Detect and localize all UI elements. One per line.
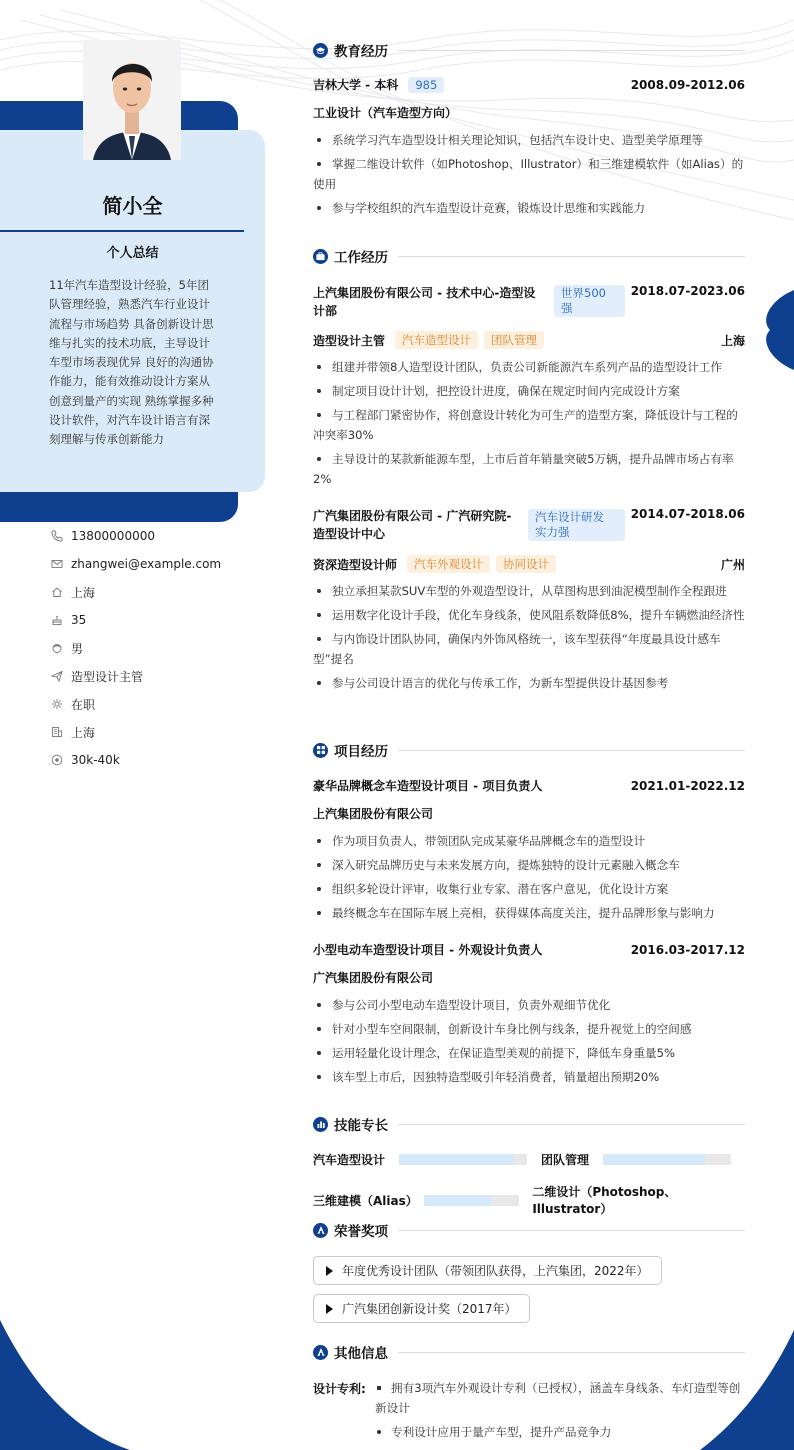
section-work <box>313 246 745 266</box>
skill-name: 团队管理 <box>541 1153 590 1167</box>
project-2-list <box>313 995 745 1091</box>
project-title: 豪华品牌概念车造型设计项目 - 项目负责人 <box>313 779 543 793</box>
list-item: 主导设计的某款新能源车型，上市后首年销量突破5万辆，提升品牌市场占有率2% <box>313 449 745 489</box>
company-line: 造型设计中心 <box>313 527 386 541</box>
work-city: 上海 <box>720 333 745 348</box>
status-icon <box>50 698 63 711</box>
list-item: 与工程部门紧密协作，将创意设计转化为可生产的造型方案，降低设计与工程的冲突率30% <box>313 405 745 445</box>
skill-name: 二维设计（Photoshop、Illustrator） <box>532 1185 677 1216</box>
project-1-company-row <box>313 805 745 822</box>
candidate-name: 简小全 <box>102 194 163 218</box>
summary-text: 11年汽车造型设计经验，5年团队管理经验，熟悉汽车行业设计流程与市场趋势 具备创新设计思维与扎实的技术功底，主导设计车型市场表现优异 良好的沟通协作能力，能有效推动设计方案从创意到量产的实现 熟练掌握多种设计软件，对汽车设计语言有深刻理解与传承创新能力 <box>49 278 214 447</box>
project-company: 广汽集团股份有限公司 <box>313 971 434 985</box>
list-item: 组建并带领8人造型设计团队，负责公司新能源汽车系列产品的造型设计工作 <box>313 357 745 377</box>
profile-photo <box>83 40 181 160</box>
list-item: 专利设计应用于量产车型，提升产品竞争力 <box>375 1422 747 1442</box>
building-icon <box>50 726 63 739</box>
cake-icon <box>50 614 63 627</box>
project-date: 2016.03-2017.12 <box>630 942 745 957</box>
work-1-list <box>313 357 745 493</box>
section-divider <box>398 1352 745 1353</box>
project-2-company-row <box>313 969 745 986</box>
tag-line: 世界500 <box>561 286 606 300</box>
left-sidebar <box>0 0 290 1450</box>
summary-heading: 个人总结 <box>106 246 159 261</box>
send-icon <box>50 670 63 683</box>
skill-bar <box>603 1154 731 1165</box>
company-line: 计部 <box>313 304 338 318</box>
education-date: 2008.09-2012.06 <box>630 77 745 92</box>
section-education <box>313 40 745 60</box>
education-list <box>313 130 745 222</box>
contact-gender <box>50 634 270 662</box>
list-item: 参与学校组织的汽车造型设计竞赛，锻炼设计思维和实践能力 <box>313 198 745 218</box>
section-projects <box>313 740 745 760</box>
graduation-cap-icon <box>313 43 328 58</box>
list-item: 参与公司小型电动车造型设计项目，负责外观细节优化 <box>313 995 745 1015</box>
project-title: 小型电动车造型设计项目 - 外观设计负责人 <box>313 943 543 957</box>
other-list <box>375 1378 747 1446</box>
skill-tag: 汽车外观设计 <box>407 555 490 573</box>
school-tag: 985 <box>408 77 444 93</box>
work-date: 2014.07-2018.06 <box>630 507 745 521</box>
contact-phone <box>50 522 270 550</box>
briefcase-icon <box>313 249 328 264</box>
section-title: 工作经历 <box>334 250 388 266</box>
tag-line: 实力强 <box>535 525 570 539</box>
divider <box>0 230 244 232</box>
project-company: 上汽集团股份有限公司 <box>313 807 434 821</box>
salary-icon <box>50 754 63 767</box>
major: 工业设计（汽车造型方向） <box>313 106 458 120</box>
company-tag <box>528 509 625 541</box>
contact-status <box>50 690 270 718</box>
award-item[interactable] <box>313 1294 530 1323</box>
contact-age <box>50 606 270 634</box>
list-item: 掌握二维设计软件（如Photoshop、Illustrator）和三维建模软件（如Alias）的使用 <box>313 154 745 194</box>
skill-row <box>313 1151 745 1168</box>
section-divider <box>398 256 745 257</box>
award-icon <box>313 1223 328 1238</box>
contact-text: 上海 <box>71 725 96 740</box>
tag-line: 强 <box>561 301 573 315</box>
list-item: 拥有3项汽车外观设计专利（已授权），涵盖车身线条、车灯造型等创新设计 <box>375 1378 747 1418</box>
contact-text: zhangwei@example.com <box>71 557 222 571</box>
skill-bar-fill <box>399 1154 514 1165</box>
skill-tag: 团队管理 <box>484 331 544 349</box>
project-1-list <box>313 831 745 927</box>
company-line: 上汽集团股份有限公司 - 技术中心-造型设 <box>313 286 536 300</box>
list-item: 运用数字化设计手段，优化车身线条，使风阻系数降低8%，提升车辆燃油经济性 <box>313 605 745 625</box>
home-icon <box>50 586 63 599</box>
contact-text: 男 <box>71 641 84 656</box>
contact-city <box>50 718 270 746</box>
job-title: 资深造型设计师 <box>313 557 398 572</box>
section-title: 项目经历 <box>334 744 388 760</box>
award-item[interactable] <box>313 1256 662 1285</box>
work-1-header <box>313 284 745 320</box>
section-divider <box>398 50 745 51</box>
contact-text: 在职 <box>71 697 96 712</box>
skill-tag: 协同设计 <box>496 555 556 573</box>
contact-text: 35 <box>71 613 87 627</box>
work-date: 2018.07-2023.06 <box>630 284 745 298</box>
skill-name: 三维建模（Alias） <box>313 1193 418 1208</box>
list-item: 最终概念车在国际车展上亮相，获得媒体高度关注，提升品牌形象与影响力 <box>313 903 745 923</box>
work-1-role-row <box>313 331 745 349</box>
section-title: 技能专长 <box>334 1118 388 1134</box>
list-item: 针对小型车空间限制，创新设计车身比例与线条，提升视觉上的空间感 <box>313 1019 745 1039</box>
school-name: 吉林大学 - 本科 <box>313 78 399 92</box>
skill-name: 汽车造型设计 <box>313 1153 386 1167</box>
work-2-list <box>313 581 745 697</box>
contact-salary <box>50 746 270 774</box>
award-text: 广汽集团创新设计奖（2017年） <box>342 1302 517 1316</box>
list-item: 参与公司设计语言的优化与传承工作，为新车型提供设计基因参考 <box>313 673 745 693</box>
skill-row <box>313 1183 745 1217</box>
contact-text: 13800000000 <box>71 529 155 543</box>
contact-text: 造型设计主管 <box>71 669 144 684</box>
skill-bar-fill <box>603 1154 705 1165</box>
company-line: 广汽集团股份有限公司 - 广汽研究院- <box>313 509 512 523</box>
list-item: 深入研究品牌历史与未来发展方向，提炼独特的设计元素融入概念车 <box>313 855 745 875</box>
section-other <box>313 1342 745 1362</box>
gender-icon <box>50 642 63 655</box>
other-label: 设计专利: <box>313 1382 366 1396</box>
list-item: 组织多轮设计评审，收集行业专家、潜在客户意见，优化设计方案 <box>313 879 745 899</box>
project-date: 2021.01-2022.12 <box>630 778 745 793</box>
project-2-header <box>313 941 745 958</box>
company-name <box>313 507 523 543</box>
job-title: 造型设计主管 <box>313 333 386 348</box>
work-city: 广州 <box>720 557 745 572</box>
skill-bar-fill <box>424 1195 490 1206</box>
list-item: 运用轻量化设计理念，在保证造型美观的前提下，降低车身重量5% <box>313 1043 745 1063</box>
section-title: 其他信息 <box>334 1346 388 1362</box>
list-item: 该车型上市后，因独特造型吸引年轻消费者，销量超出预期20% <box>313 1067 745 1087</box>
education-major-row <box>313 104 745 121</box>
phone-icon <box>50 530 63 543</box>
list-item: 与内饰设计团队协同，确保内外饰风格统一，该车型获得“年度最具设计感车型”提名 <box>313 629 745 669</box>
skill-bar <box>399 1154 527 1165</box>
section-awards <box>313 1220 745 1240</box>
contact-list <box>50 522 270 774</box>
email-icon <box>50 558 63 571</box>
work-2-role-row <box>313 555 745 573</box>
section-title: 教育经历 <box>334 44 388 60</box>
contact-email <box>50 550 270 578</box>
company-name <box>313 284 543 320</box>
contact-text: 上海 <box>71 585 96 600</box>
bar-chart-icon <box>313 1117 328 1132</box>
section-title: 荣誉奖项 <box>334 1224 388 1240</box>
award-text: 年度优秀设计团队（带领团队获得，上汽集团，2022年） <box>342 1264 649 1278</box>
skill-bar <box>424 1195 519 1206</box>
section-divider <box>398 750 745 751</box>
list-item: 独立承担某款SUV车型的外观造型设计，从草图构思到油泥模型制作全程跟进 <box>313 581 745 601</box>
company-tag <box>554 285 625 317</box>
list-item: 系统学习汽车造型设计相关理论知识，包括汽车设计史、造型美学原理等 <box>313 130 745 150</box>
play-icon <box>326 1266 333 1276</box>
contact-text: 30k-40k <box>71 753 120 767</box>
play-icon <box>326 1304 333 1314</box>
education-header <box>313 76 745 93</box>
list-item: 制定项目设计计划，把控设计进度，确保在规定时间内完成设计方案 <box>313 381 745 401</box>
tag-line: 汽车设计研发 <box>535 510 604 524</box>
grid-icon <box>313 743 328 758</box>
project-1-header <box>313 777 745 794</box>
info-icon <box>313 1345 328 1360</box>
skill-tag: 汽车造型设计 <box>395 331 478 349</box>
section-skills <box>313 1114 745 1134</box>
section-divider <box>398 1124 745 1125</box>
work-2-header <box>313 507 745 543</box>
list-item: 作为项目负责人，带领团队完成某豪华品牌概念车的造型设计 <box>313 831 745 851</box>
contact-home <box>50 578 270 606</box>
contact-position <box>50 662 270 690</box>
section-divider <box>398 1230 745 1231</box>
